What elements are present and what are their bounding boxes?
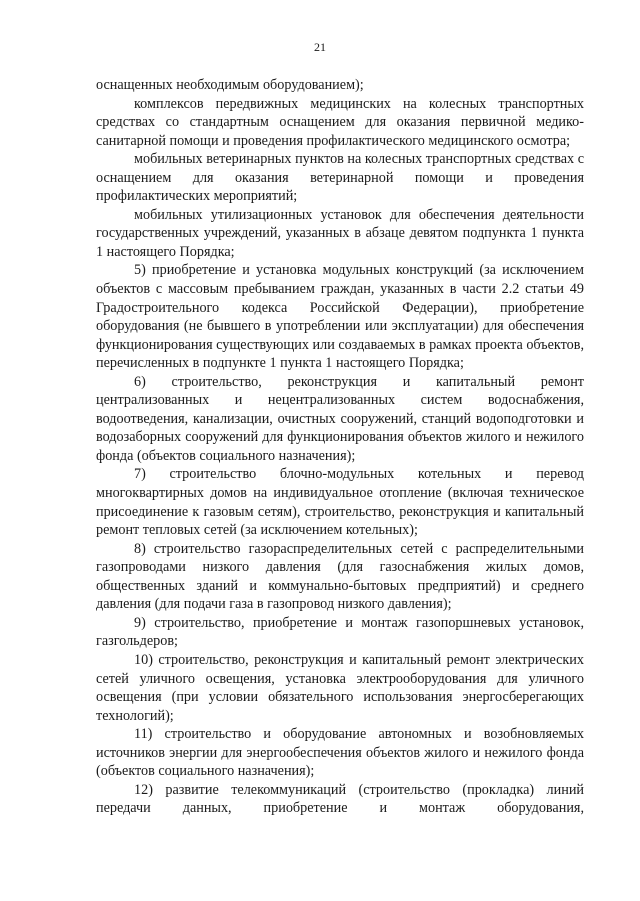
paragraph-1: оснащенных необходимым оборудованием);: [96, 77, 364, 93]
paragraph-9: 9) строительство, приобретение и монтаж газопоршневых установок, газгольдеров;: [96, 614, 584, 650]
paragraph-10: 10) строительство, реконструкция и капитальный ремонт электрических сетей уличного освещения, установка электрооборудования для уличного освещения (при условии обязательного использования энергосберегающих технологий);: [96, 651, 584, 724]
page-number: 21: [314, 40, 326, 54]
paragraph-11: 11) строительство и оборудование автономных и возобновляемых источников энергии для энергообеспечения объектов жилого и нежилого фонда (объектов социального назначения);: [96, 726, 584, 780]
paragraph-3: мобильных ветеринарных пунктов на колесных транспортных средствах с оснащением для оказания ветеринарной помощи и проведения профилактических мероприятий;: [96, 151, 584, 205]
paragraph-4: мобильных утилизационных установок для обеспечения деятельности государственных учреждений, указанных в абзаце девятом подпункта 1 пункта 1 настоящего Порядка;: [96, 206, 584, 260]
paragraph-8: 8) строительство газораспределительных сетей с распределительными газопроводами низкого давления (для газоснабжения жилых домов, общественных зданий и коммунально-бытовых предприятий) и среднего давления (для подачи газа в газопровод низкого давления);: [96, 540, 584, 613]
paragraph-7: 7) строительство блочно-модульных котельных и перевод многоквартирных домов на индивидуальное отопление (включая техническое присоединение к газовым сетям), строительство, реконструкция и капитальный ремонт тепловых сетей (за исключением котельных);: [96, 466, 584, 539]
paragraph-2: комплексов передвижных медицинских на колесных транспортных средствах со стандартным оснащением для оказания первичной медико-санитарной помощи и проведения профилактического медицинского осмотра;: [96, 95, 584, 149]
paragraph-12: 12) развитие телекоммуникаций (строительство (прокладка) линий передачи данных, приобретение и монтаж оборудования,: [96, 781, 584, 817]
paragraph-6: 6) строительство, реконструкция и капитальный ремонт централизованных и нецентрализованных систем водоснабжения, водоотведения, канализации, очистных сооружений, станций водоподготовки и водозаборных сооружений для функционирования объектов жилого и нежилого фонда (объектов социального назначения);: [96, 373, 584, 464]
document-body: [96, 76, 584, 818]
paragraph-5: 5) приобретение и установка модульных конструкций (за исключением объектов с массовым пребыванием граждан, указанных в части 2.2 статьи 49 Градостроительного кодекса Российской Федерации), приобретение оборудования (не бывшего в употреблении или эксплуатации) для обеспечения функционирования существующих или создаваемых в рамках проекта объектов, перечисленных в подпункте 1 пункта 1 настоящего Порядка;: [96, 262, 584, 372]
